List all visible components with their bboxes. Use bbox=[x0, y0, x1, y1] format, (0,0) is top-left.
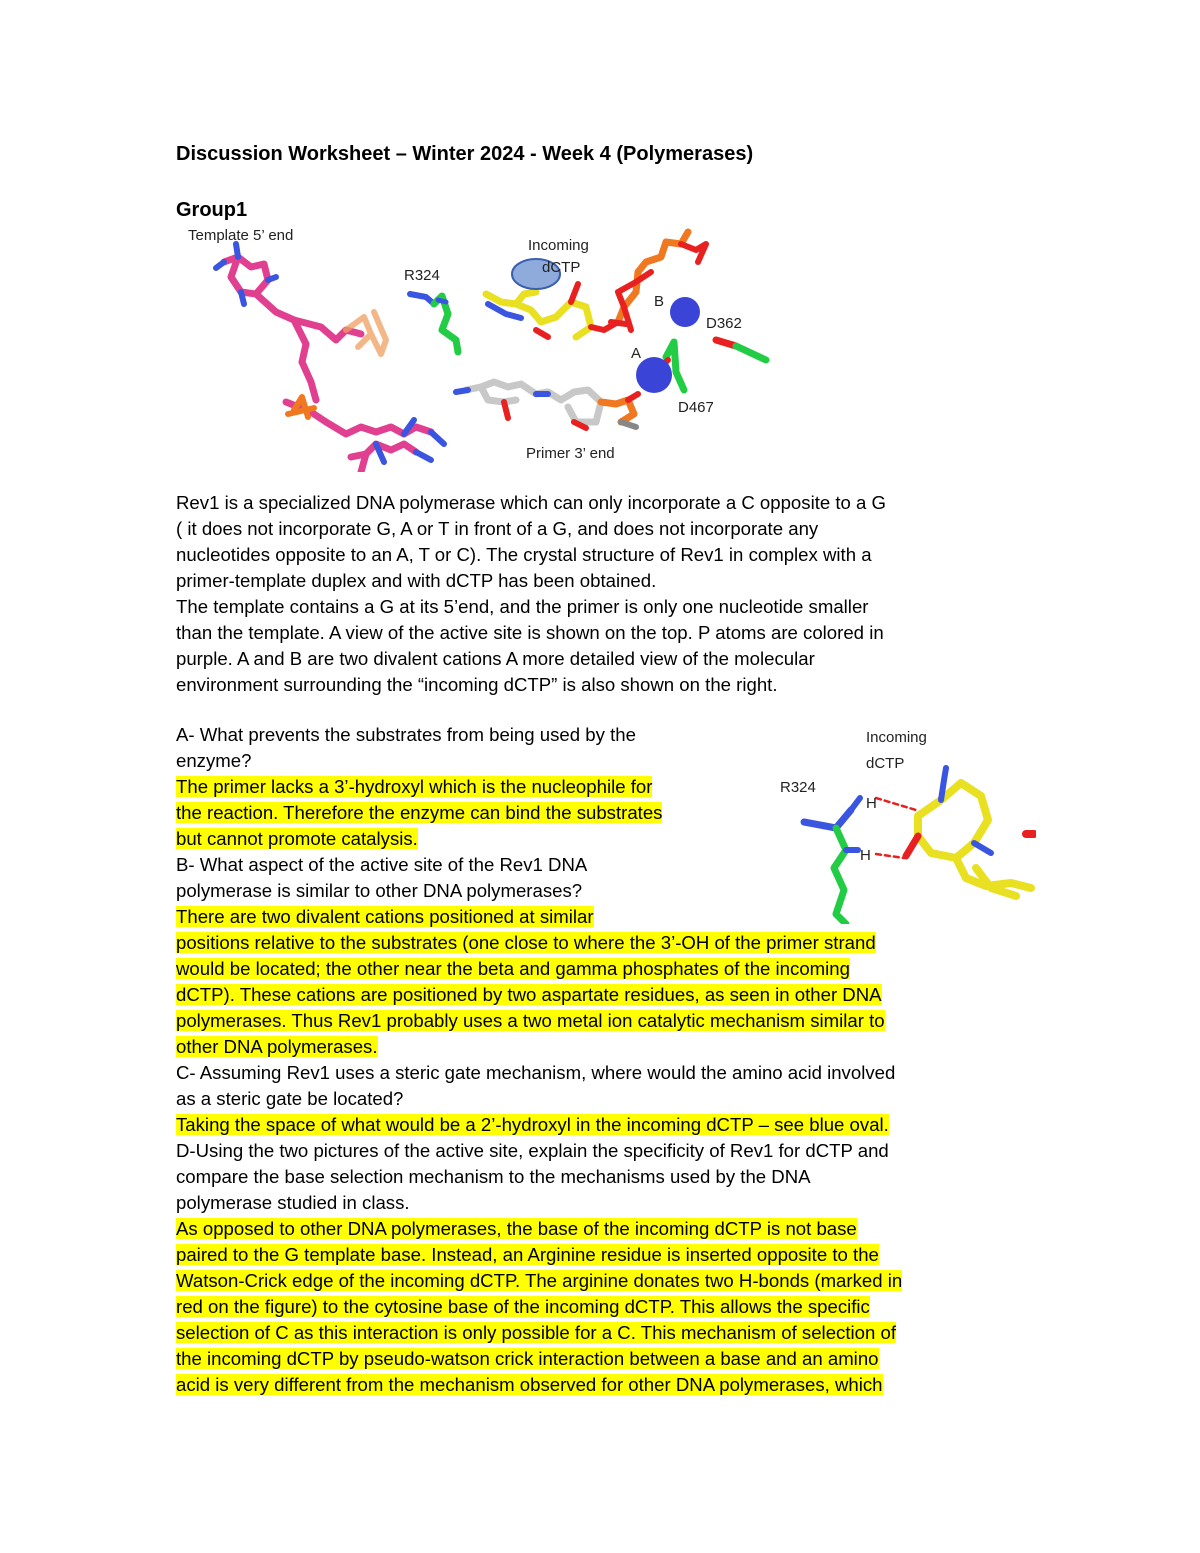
question-text: polymerase studied in class. bbox=[176, 1192, 410, 1213]
label-h-2: H bbox=[860, 847, 871, 864]
answer-text: would be located; the other near the beta and gamma phosphates of the incoming bbox=[176, 958, 850, 979]
label-d362: D362 bbox=[706, 315, 742, 332]
intro-line: Rev1 is a specialized DNA polymerase which can only incorporate a C opposite to a G bbox=[176, 492, 887, 513]
intro-line: than the template. A view of the active site is shown on the top. P atoms are colored in bbox=[176, 622, 884, 643]
r324-residue bbox=[410, 294, 458, 352]
cytosine-ring bbox=[906, 768, 1034, 896]
question-text: B- What aspect of the active site of the Rev1 DNA bbox=[176, 854, 588, 875]
answer-text: red on the figure) to the cytosine base of the incoming dCTP. This allows the specific bbox=[176, 1296, 870, 1317]
question-line bbox=[176, 1138, 902, 1164]
label-incoming: Incoming bbox=[528, 237, 589, 254]
answer-text: selection of C as this interaction is only possible for a C. This mechanism of selection of bbox=[176, 1322, 896, 1343]
group-heading: Group1 bbox=[176, 199, 248, 221]
answer-line bbox=[176, 1372, 902, 1398]
question-line bbox=[176, 852, 902, 878]
question-text: C- Assuming Rev1 uses a steric gate mechanism, where would the amino acid involved bbox=[176, 1062, 896, 1083]
answer-text: other DNA polymerases. bbox=[176, 1036, 378, 1057]
answer-text: The primer lacks a 3’-hydroxyl which is the nucleophile for bbox=[176, 776, 653, 797]
label-r324: R324 bbox=[404, 267, 440, 284]
label-dctp: dCTP bbox=[542, 259, 581, 276]
worksheet-title: Discussion Worksheet – Winter 2024 - Week 4 (Polymerases) bbox=[176, 143, 754, 165]
label-d467: D467 bbox=[678, 399, 714, 416]
label-h-1: H bbox=[866, 795, 877, 812]
label-primer-3-end: Primer 3’ end bbox=[526, 445, 615, 462]
label-cation-b: B bbox=[654, 293, 665, 310]
template-upper-nucleotide bbox=[224, 257, 361, 422]
question-text: as a steric gate be located? bbox=[176, 1088, 404, 1109]
answer-text: There are two divalent cations positioned at similar bbox=[176, 906, 594, 927]
answer-line bbox=[176, 800, 902, 826]
answer-line bbox=[176, 930, 902, 956]
answer-line bbox=[176, 826, 902, 852]
label-incoming-detail: Incoming bbox=[866, 729, 927, 746]
answer-line bbox=[176, 1346, 902, 1372]
answer-text: positions relative to the substrates (one close to where the 3’-OH of the primer strand bbox=[176, 932, 876, 953]
label-dctp-detail: dCTP bbox=[866, 755, 905, 772]
question-text: polymerase is similar to other DNA polymerases? bbox=[176, 880, 583, 901]
answer-line bbox=[176, 956, 902, 982]
intro-line: purple. A and B are two divalent cations A more detailed view of the molecular bbox=[176, 648, 815, 669]
answer-text: paired to the G template base. Instead, an Arginine residue is inserted opposite to the bbox=[176, 1244, 879, 1265]
intro-line: The template contains a G at its 5’end, and the primer is only one nucleotide smaller bbox=[176, 596, 869, 617]
question-line bbox=[176, 1086, 902, 1112]
question-line bbox=[176, 1060, 902, 1086]
question-text: compare the base selection mechanism to the mechanisms used by the DNA bbox=[176, 1166, 811, 1187]
answer-text: the reaction. Therefore the enzyme can bind the substrates bbox=[176, 802, 663, 823]
answer-line bbox=[176, 1268, 902, 1294]
question-text: D-Using the two pictures of the active site, explain the specificity of Rev1 for dCTP and bbox=[176, 1140, 889, 1161]
active-site-figure bbox=[176, 222, 816, 472]
answer-text: dCTP). These cations are positioned by two aspartate residues, as seen in other DNA bbox=[176, 984, 882, 1005]
label-template-5-end: Template 5’ end bbox=[188, 227, 294, 244]
answer-line bbox=[176, 1034, 902, 1060]
question-line bbox=[176, 722, 902, 748]
answer-line bbox=[176, 982, 902, 1008]
question-line bbox=[176, 1190, 902, 1216]
question-line bbox=[176, 748, 905, 774]
answer-line bbox=[176, 904, 902, 930]
intro-line: primer-template duplex and with dCTP has been obtained. bbox=[176, 570, 657, 591]
answer-line bbox=[176, 1320, 902, 1346]
answer-line bbox=[176, 1294, 902, 1320]
d362-residue bbox=[716, 340, 766, 360]
question-line bbox=[176, 878, 902, 904]
answer-text: Taking the space of what would be a 2’-hydroxyl in the incoming dCTP – see blue oval. bbox=[176, 1114, 889, 1135]
cation-b bbox=[670, 297, 700, 327]
answer-text: the incoming dCTP by pseudo-watson crick interaction between a base and an amino bbox=[176, 1348, 879, 1369]
answer-text: polymerases. Thus Rev1 probably uses a two metal ion catalytic mechanism similar to bbox=[176, 1010, 885, 1031]
question-line bbox=[176, 1164, 902, 1190]
question-text: enzyme? bbox=[176, 750, 252, 771]
cation-a bbox=[636, 357, 672, 393]
question-text: A- What prevents the substrates from being used by the bbox=[176, 724, 636, 745]
label-r324-detail: R324 bbox=[780, 779, 816, 796]
answer-line bbox=[176, 1242, 902, 1268]
intro-line: ( it does not incorporate G, A or T in front of a G, and does not incorporate any bbox=[176, 518, 819, 539]
answer-text: acid is very different from the mechanism observed for other DNA polymerases, which bbox=[176, 1374, 883, 1395]
questions-and-answers bbox=[176, 722, 905, 1398]
intro-line: environment surrounding the “incoming dCTP” is also shown on the right. bbox=[176, 674, 778, 695]
answer-text: but cannot promote catalysis. bbox=[176, 828, 418, 849]
answer-text: As opposed to other DNA polymerases, the base of the incoming dCTP is not base bbox=[176, 1218, 857, 1239]
answer-line bbox=[176, 1112, 902, 1138]
answer-line bbox=[176, 774, 902, 800]
answer-line bbox=[176, 1008, 902, 1034]
intro-line: nucleotides opposite to an A, T or C). The crystal structure of Rev1 in complex with a bbox=[176, 544, 872, 565]
label-cation-a: A bbox=[631, 345, 642, 362]
intro-paragraph bbox=[176, 490, 886, 698]
primer-3-end-nucleotide bbox=[456, 382, 638, 428]
answer-line bbox=[176, 1216, 902, 1242]
answer-text: Watson-Crick edge of the incoming dCTP. The arginine donates two H-bonds (marked in bbox=[176, 1270, 903, 1291]
